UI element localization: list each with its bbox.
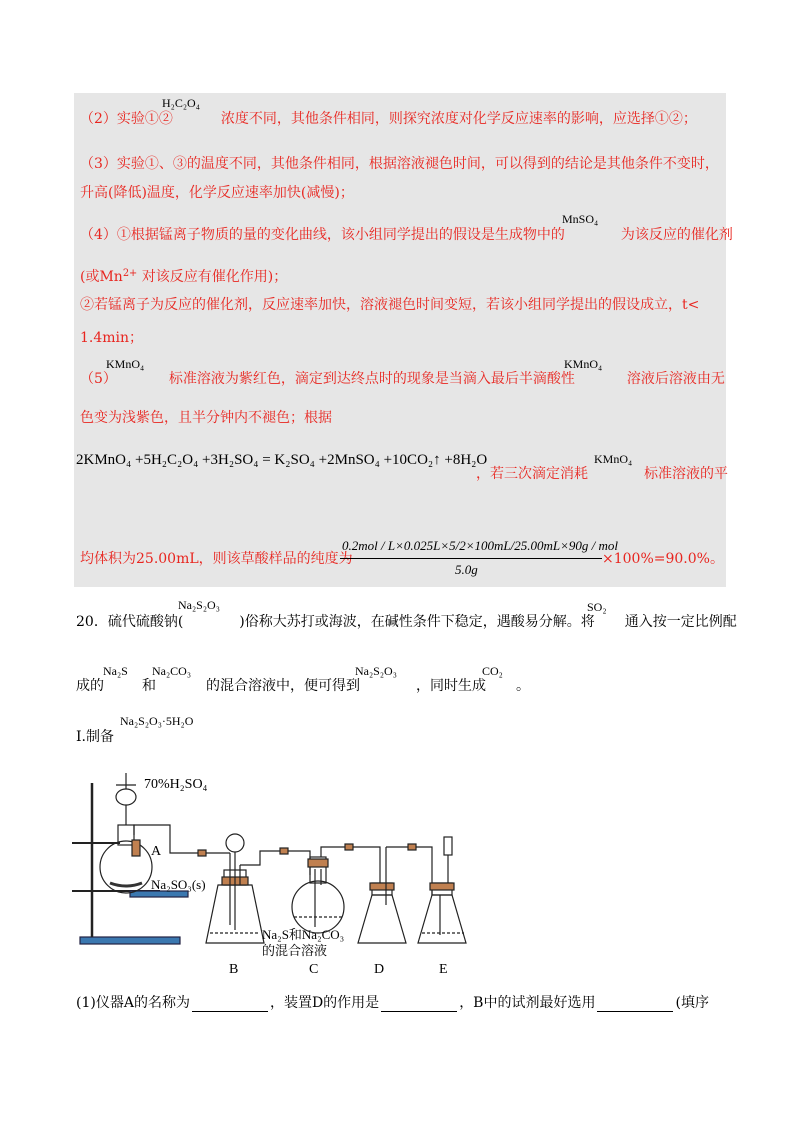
question-20-line-2: 成的 和 的混合溶液中，便可得到 ，同时生成 。 xyxy=(76,678,530,694)
mixture-label-2: 的混合溶液 xyxy=(262,943,328,958)
answer-line-2: （2）实验①② 浓度不同，其他条件相同，则探究浓度对化学反应速率的影响，应选择①②； xyxy=(80,111,697,127)
answer-line-3: （3）实验①、③的温度不同，其他条件相同，根据溶液褪色时间，可以得到的结论是其他条件不变时， xyxy=(80,156,719,172)
so2-formula: SO₂ xyxy=(587,600,607,614)
answer-line-5c: ，若三次滴定消耗 标准溶液的平 xyxy=(476,466,728,482)
kmno4-formula-2: KMnO₄ xyxy=(564,357,603,371)
na2s-formula: Na₂S xyxy=(103,664,128,678)
answer-blank-3[interactable] xyxy=(597,997,673,1012)
part-1-heading: Ⅰ.制备 xyxy=(76,729,114,745)
mnso4-formula: MnSO₄ xyxy=(562,212,599,226)
co2-formula: CO₂ xyxy=(482,664,503,678)
label-d: D xyxy=(374,962,385,977)
answer-line-5b: 色变为浅紫色，且半分钟内不褪色；根据 xyxy=(80,410,332,426)
answer-line-4: （4）①根据锰离子物质的量的变化曲线，该小组同学提出的假设是生成物中的 为该反应的催化剂 xyxy=(80,227,733,243)
na2co3-formula: Na₂CO₃ xyxy=(152,664,192,678)
question-1-line: (1)仪器A的名称为 ，装置D的作用是 ，B中的试剂最好选用 (填序 xyxy=(76,995,709,1011)
answer-line-5: （5） 标准溶液为紫红色，滴定到达终点时的现象是当滴入最后半滴酸性 溶液后溶液由无 xyxy=(80,371,725,387)
answer-result: ×100%=90.0%。 xyxy=(602,551,724,567)
label-e: E xyxy=(439,962,448,977)
na2s2o3-formula-2: Na₂S₂O₃ xyxy=(355,664,397,678)
mixture-label-1: Na₂S和Na₂CO₃ xyxy=(262,927,345,942)
question-20-line-1: 20．硫代硫酸钠( )俗称大苏打或海波，在碱性条件下稳定，遇酸易分解。将 通入按一定比例配 xyxy=(76,614,737,630)
kmno4-formula-1: KMnO₄ xyxy=(106,357,145,371)
fraction-bar xyxy=(340,558,602,559)
answer-line-4c: ②若锰离子为反应的催化剂，反应速率加快，溶液褪色时间变短，若该小组同学提出的假设成立，t< xyxy=(80,297,700,313)
answer-line-5d: 均体积为25.00mL，则该草酸样品的纯度为 xyxy=(80,551,353,567)
label-b: B xyxy=(229,962,239,977)
fraction-numerator: 0.2mol / L×0.025L×5/2×100mL/25.00mL×90g / mol xyxy=(342,538,618,553)
reaction-equation: 2KMnO₄ +5H₂C₂O₄ +3H₂SO₄ = K₂SO₄ +2MnSO₄ +10CO₂↑ +8H₂O xyxy=(76,452,488,468)
na2s2o3-formula: Na₂S₂O₃ xyxy=(178,598,220,612)
answer-blank-2[interactable] xyxy=(381,997,457,1012)
answer-line-4d: 1.4min； xyxy=(80,330,144,346)
h2c2o4-formula: H₂C₂O₄ xyxy=(162,96,200,110)
pentahydrate-formula: Na₂S₂O₃·5H₂O xyxy=(120,714,194,728)
answer-line-3b: 升高(降低)温度，化学反应速率加快(减慢)； xyxy=(80,185,354,201)
label-a: A xyxy=(151,844,162,859)
solid-label: Na₂SO₃(s) xyxy=(151,877,206,892)
kmno4-formula-3: KMnO₄ xyxy=(594,452,633,466)
acid-label: 70%H₂SO₄ xyxy=(144,777,208,792)
fraction-denominator: 5.0g xyxy=(455,562,478,577)
label-c: C xyxy=(309,962,319,977)
answer-blank-1[interactable] xyxy=(192,997,268,1012)
answer-line-4b: (或$Mn^{2+}$ 对该反应有催化作用)； xyxy=(80,268,288,285)
